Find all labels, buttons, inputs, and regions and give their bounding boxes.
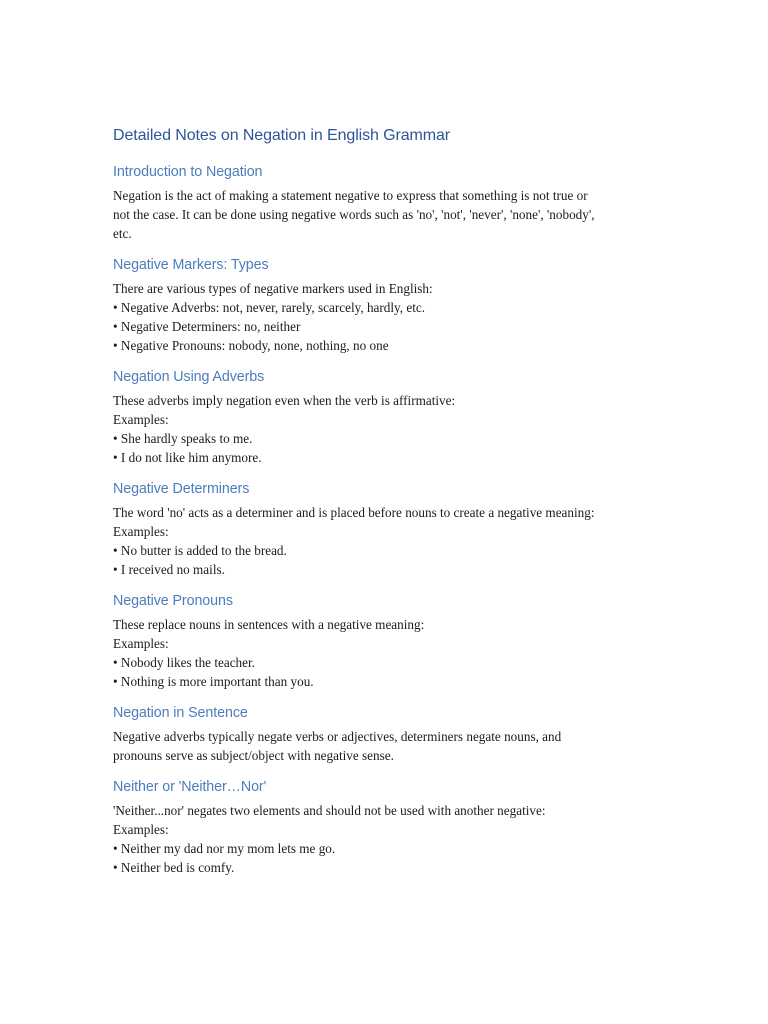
section-introduction-to-negation	[113, 163, 673, 243]
section-neither-nor	[113, 778, 673, 877]
bullet-item: • Negative Determiners: no, neither	[113, 317, 673, 336]
paragraph-line: not the case. It can be done using negative words such as 'no', 'not', 'never', 'none', 'nobody',	[113, 207, 595, 222]
section-negative-pronouns	[113, 592, 673, 691]
section-heading: Introduction to Negation	[113, 164, 263, 180]
paragraph-line: There are various types of negative markers used in English:	[113, 281, 433, 296]
section-negation-using-adverbs	[113, 368, 673, 467]
bullet-item: • No butter is added to the bread.	[113, 541, 673, 560]
section-negative-markers-types	[113, 256, 673, 355]
section-negative-determiners	[113, 480, 673, 579]
section-negation-in-sentence	[113, 704, 673, 765]
examples-label: Examples:	[113, 524, 169, 539]
bullet-item: • I received no mails.	[113, 560, 673, 579]
bullet-item: • Nothing is more important than you.	[113, 672, 673, 691]
paragraph-line: The word 'no' acts as a determiner and is placed before nouns to create a negative meaning:	[113, 505, 595, 520]
bullet-item: • Negative Pronouns: nobody, none, nothing, no one	[113, 336, 673, 355]
paragraph-line: These replace nouns in sentences with a negative meaning:	[113, 617, 425, 632]
paragraph-line: Negation is the act of making a statement negative to express that something is not true or	[113, 188, 588, 203]
bullet-item: • Neither bed is comfy.	[113, 858, 673, 877]
paragraph-line: etc.	[113, 226, 132, 241]
document-page	[113, 126, 673, 890]
section-heading: Negation in Sentence	[113, 705, 248, 721]
examples-label: Examples:	[113, 412, 169, 427]
examples-label: Examples:	[113, 636, 169, 651]
examples-label: Examples:	[113, 822, 169, 837]
section-heading: Negative Markers: Types	[113, 257, 269, 273]
bullet-item: • She hardly speaks to me.	[113, 429, 673, 448]
section-heading: Negative Pronouns	[113, 593, 233, 609]
bullet-item: • Nobody likes the teacher.	[113, 653, 673, 672]
paragraph-line: Negative adverbs typically negate verbs or adjectives, determiners negate nouns, and	[113, 729, 562, 744]
bullet-item: • Negative Adverbs: not, never, rarely, scarcely, hardly, etc.	[113, 298, 673, 317]
section-heading: Neither or 'Neither…Nor'	[113, 779, 267, 795]
bullet-item: • Neither my dad nor my mom lets me go.	[113, 839, 673, 858]
section-heading: Negative Determiners	[113, 481, 250, 497]
paragraph-line: These adverbs imply negation even when the verb is affirmative:	[113, 393, 456, 408]
bullet-item: • I do not like him anymore.	[113, 448, 673, 467]
section-heading: Negation Using Adverbs	[113, 369, 265, 385]
paragraph-line: 'Neither...nor' negates two elements and should not be used with another negative:	[113, 803, 546, 818]
document-title: Detailed Notes on Negation in English Grammar	[113, 127, 451, 144]
paragraph-line: pronouns serve as subject/object with negative sense.	[113, 748, 394, 763]
